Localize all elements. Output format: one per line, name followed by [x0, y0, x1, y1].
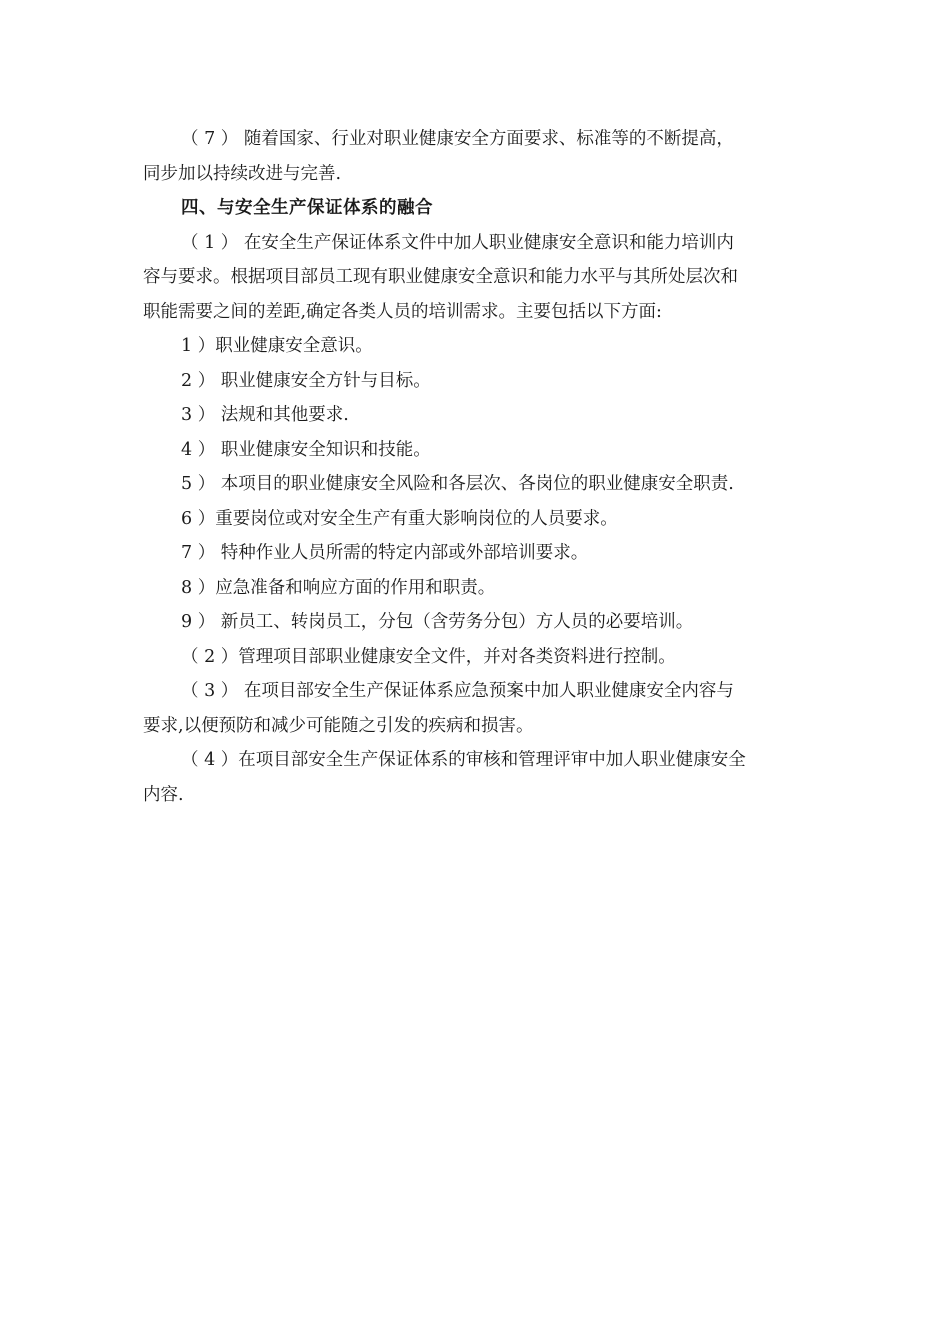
section-heading [143, 191, 811, 226]
paragraph-section-1 [143, 226, 811, 330]
paragraph-section-4 [143, 743, 811, 812]
list-item-text: 1 ）职业健康安全意识。 [181, 336, 373, 356]
heading-text: 四、与安全生产保证体系的融合 [181, 198, 433, 218]
list-item-text: 5 ） 本项目的职业健康安全风险和各层次、各岗位的职业健康安全职责. [181, 474, 734, 494]
list-item-text: 6 ）重要岗位或对安全生产有重大影响岗位的人员要求。 [181, 508, 618, 529]
text-line: （ 4 ）在项目部安全生产保证体系的审核和管理评审中加人职业健康安全 [181, 750, 746, 770]
list-item-text: 2 ） 职业健康安全方针与目标。 [181, 370, 431, 391]
document-body [143, 122, 811, 812]
text-line: 容与要求。根据项目部员工现有职业健康安全意识和能力水平与其所处层次和 [143, 267, 738, 287]
list-item-text: 7 ） 特种作业人员所需的特定内部或外部培训要求。 [181, 543, 589, 563]
list-item-text: 9 ） 新员工、转岗员工，分包（含劳务分包）方人员的必要培训。 [181, 612, 694, 632]
text-line: 职能需要之间的差距,确定各类人员的培训需求。主要包括以下方面: [143, 301, 662, 322]
list-item-text: 3 ） 法规和其他要求. [181, 405, 349, 425]
list-item [143, 398, 811, 433]
text-line: 内容. [143, 784, 184, 805]
text-line: 同步加以持续改进与完善. [143, 163, 342, 184]
list-item [143, 467, 811, 502]
paragraph-item-7 [143, 122, 811, 191]
list-item-text: 8 ）应急准备和响应方面的作用和职责。 [181, 577, 496, 598]
list-item [143, 329, 811, 364]
list-item [143, 364, 811, 399]
text-line: （ 7 ） 随着国家、行业对职业健康安全方面要求、标准等的不断提高， [181, 129, 734, 149]
list-item [143, 605, 811, 640]
text-line: （ 1 ） 在安全生产保证体系文件中加人职业健康安全意识和能力培训内 [181, 232, 734, 253]
list-item [143, 571, 811, 606]
list-item [143, 502, 811, 537]
paragraph-section-2 [143, 640, 811, 675]
text-line: （ 3 ） 在项目部安全生产保证体系应急预案中加人职业健康安全内容与 [181, 681, 734, 701]
text-line: （ 2 ）管理项目部职业健康安全文件，并对各类资料进行控制。 [181, 646, 676, 667]
text-line: 要求,以便预防和减少可能随之引发的疾病和损害。 [143, 715, 534, 736]
list-item [143, 433, 811, 468]
list-item-text: 4 ） 职业健康安全知识和技能。 [181, 439, 431, 460]
list-item [143, 536, 811, 571]
paragraph-section-3 [143, 674, 811, 743]
